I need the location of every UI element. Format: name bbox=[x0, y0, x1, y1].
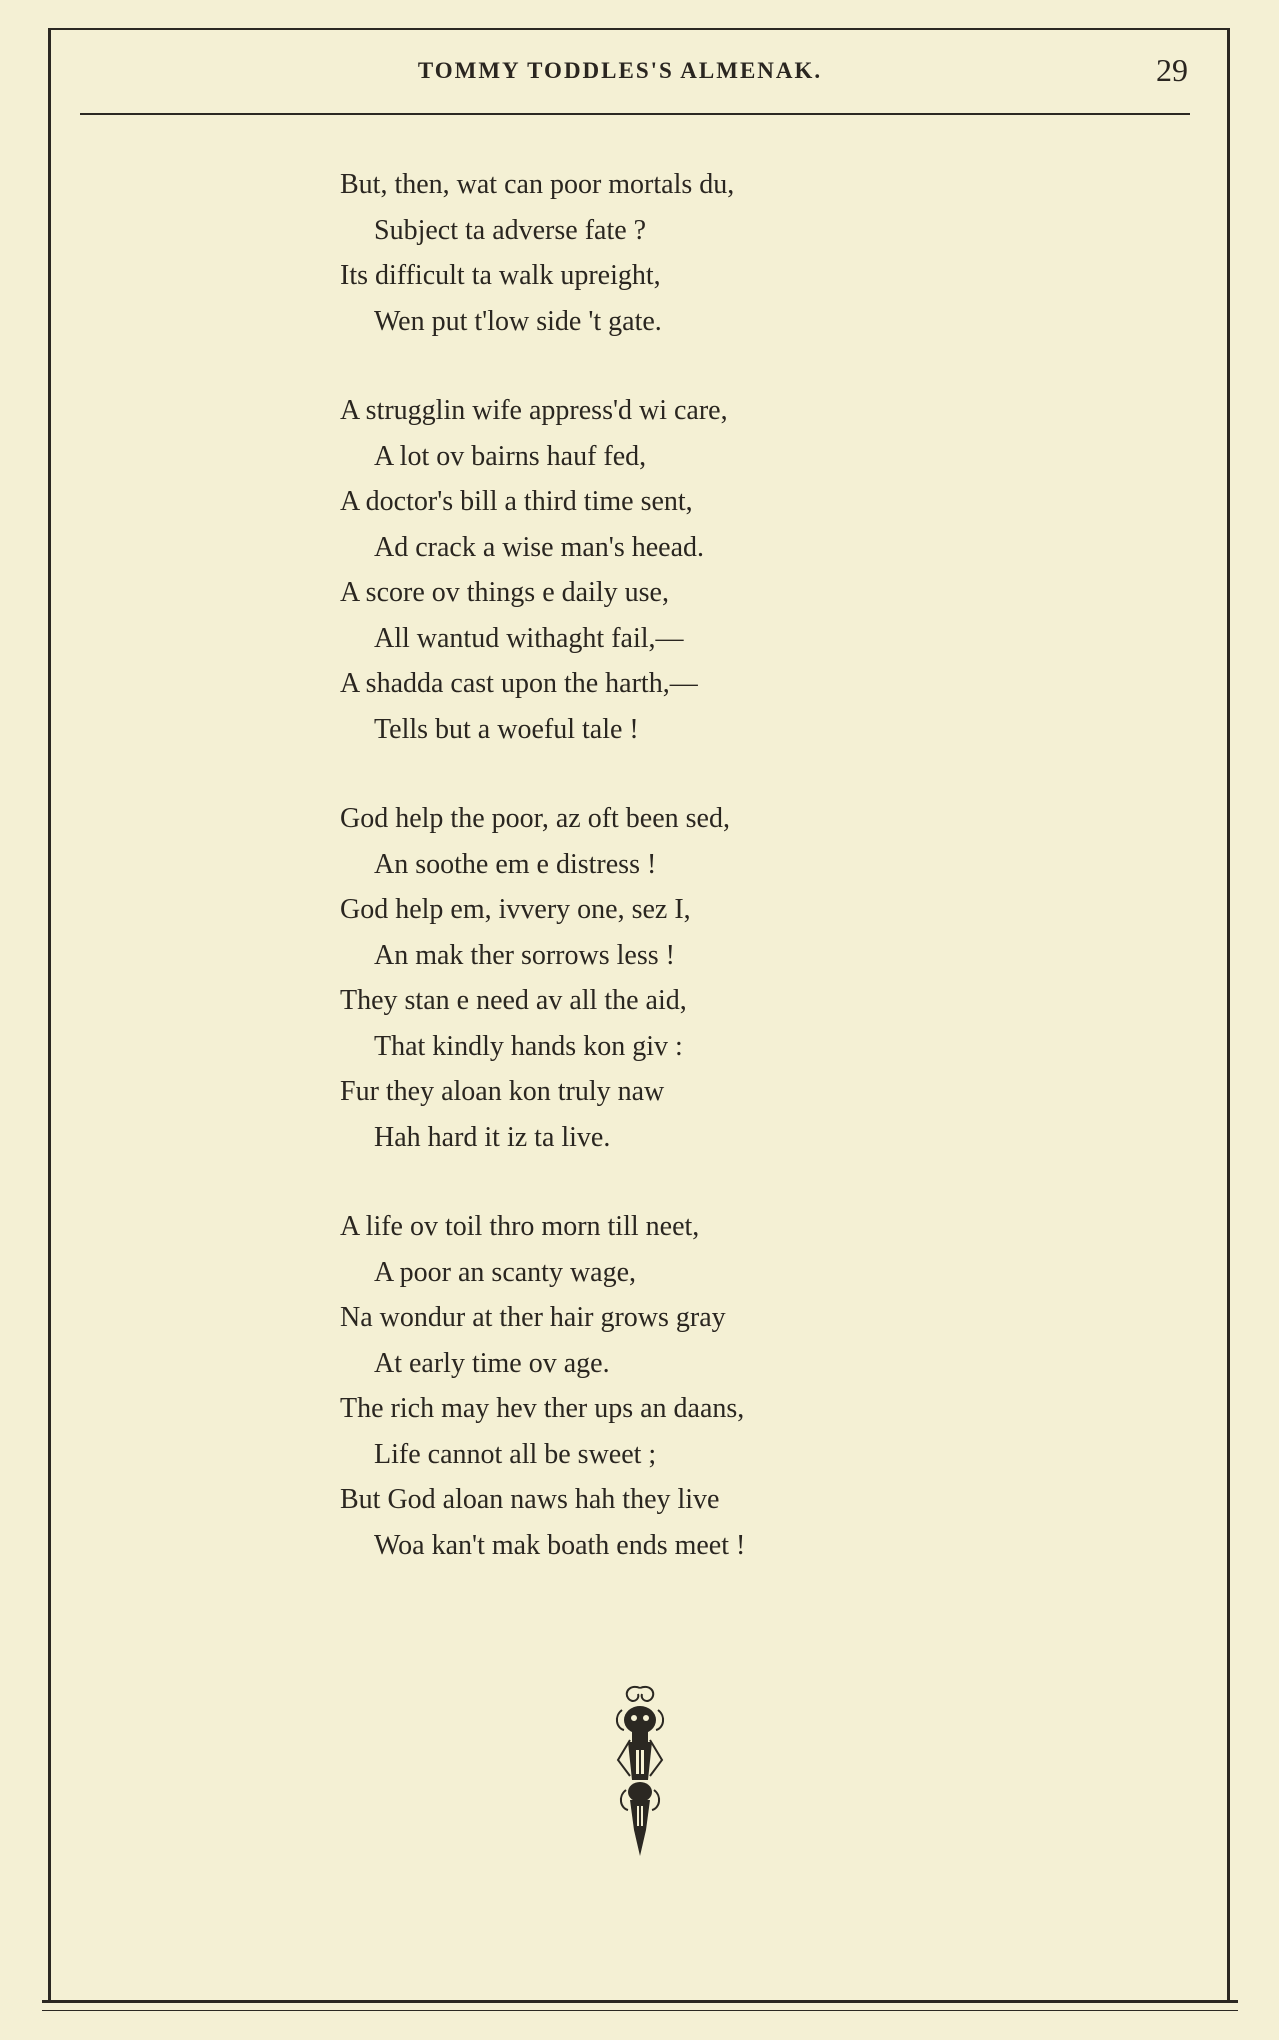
poem-line: But God aloan naws hah they live bbox=[340, 1484, 720, 1515]
poem-line: Ad crack a wise man's heead. bbox=[374, 531, 705, 563]
poem-line: All wantud withaght fail,— bbox=[374, 622, 684, 654]
bottom-rule-thin bbox=[42, 2010, 1238, 2011]
bottom-rule bbox=[42, 2000, 1238, 2003]
running-title: TOMMY TODDLES'S ALMENAK. bbox=[417, 58, 823, 83]
poem-line: Fur they aloan kon truly naw bbox=[340, 1076, 665, 1107]
poem-line: Subject ta adverse fate ? bbox=[374, 214, 647, 246]
poem-line: A doctor's bill a third time sent, bbox=[340, 486, 693, 517]
poem-line: The rich may hev ther ups an daans, bbox=[340, 1393, 745, 1424]
poem-line: God help em, ivvery one, sez I, bbox=[340, 894, 691, 925]
poem-line: That kindly hands kon giv : bbox=[374, 1030, 683, 1062]
poem-line: At early time ov age. bbox=[374, 1347, 610, 1379]
poem-line: A shadda cast upon the harth,— bbox=[340, 668, 698, 699]
poem-line: God help the poor, az oft been sed, bbox=[340, 803, 730, 834]
poem-line: Wen put t'low side 't gate. bbox=[374, 305, 662, 337]
poem-line: A poor an scanty wage, bbox=[374, 1256, 637, 1288]
poem-line: A score ov things e daily use, bbox=[340, 577, 669, 608]
stanza-4 bbox=[340, 1204, 1040, 1568]
poem-line: They stan e need av all the aid, bbox=[340, 985, 687, 1016]
page-header bbox=[80, 50, 1210, 100]
tailpiece-ornament-icon bbox=[590, 1680, 690, 1860]
poem-line: An soothe em e distress ! bbox=[374, 848, 657, 880]
poem-line: Na wondur at ther hair grows gray bbox=[340, 1302, 726, 1333]
poem-line: Life cannot all be sweet ; bbox=[374, 1438, 657, 1470]
poem-line: Hah hard it iz ta live. bbox=[374, 1121, 611, 1153]
poem-line: A lot ov bairns hauf fed, bbox=[374, 440, 647, 472]
poem-line: Tells but a woeful tale ! bbox=[374, 713, 639, 745]
poem-line: But, then, wat can poor mortals du, bbox=[340, 169, 735, 200]
poem-line: Woa kan't mak boath ends meet ! bbox=[374, 1529, 746, 1561]
stanza-3 bbox=[340, 796, 1040, 1160]
poem-line: A strugglin wife appress'd wi care, bbox=[340, 395, 728, 426]
poem-line: A life ov toil thro morn till neet, bbox=[340, 1211, 700, 1242]
poem-line: An mak ther sorrows less ! bbox=[374, 939, 675, 971]
poem-line: Its difficult ta walk upreight, bbox=[340, 260, 661, 291]
stanza-2 bbox=[340, 388, 1040, 752]
page-number: 29 bbox=[1156, 52, 1188, 88]
stanza-1 bbox=[340, 162, 1040, 344]
poem bbox=[340, 162, 1040, 1612]
header-rule bbox=[80, 113, 1190, 115]
